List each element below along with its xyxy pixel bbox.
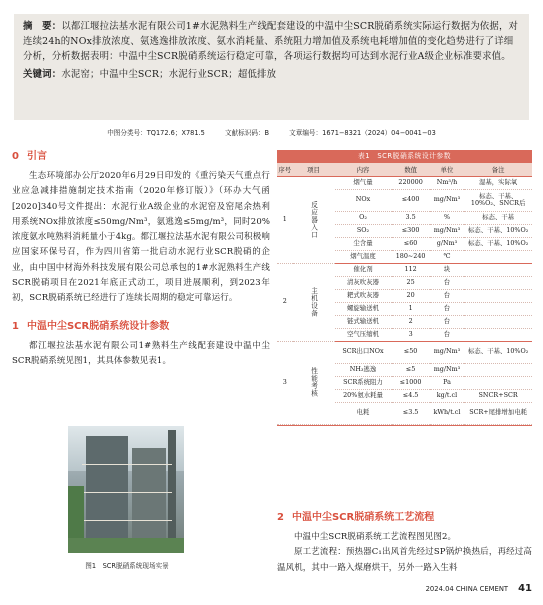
keywords-line <box>23 67 520 82</box>
cell-unit: 台 <box>430 289 464 302</box>
cell-unit: kg/t.cl <box>430 389 464 402</box>
group-serial-cell: 2 <box>277 263 293 341</box>
section-1-paragraph: 都江堰拉法基水泥有限公司1#熟料生产线配套建设中温中尘SCR脱硝系统见图1，其具体参数见表1。 <box>12 340 270 366</box>
cell-item: 催化剂 <box>335 263 392 276</box>
table-header-row <box>277 163 532 176</box>
cell-item: 烟气温度 <box>335 250 392 263</box>
left-column <box>12 150 270 369</box>
cell-note: 标态、干基、10%O₂ <box>464 237 532 250</box>
cell-item: 耙式吹灰器 <box>335 289 392 302</box>
cell-unit: 块 <box>430 263 464 276</box>
section-1-heading <box>12 320 270 334</box>
abstract-box <box>14 14 529 120</box>
cell-note: SCR+尾排增加电耗 <box>464 402 532 424</box>
page-number: 41 <box>518 583 532 594</box>
cell-unit: mg/Nm³ <box>430 363 464 376</box>
cell-note: 湿基，实际氧 <box>464 176 532 189</box>
table-row <box>277 341 532 363</box>
cell-item: 空气压缩机 <box>335 328 392 341</box>
cell-value: 25 <box>392 276 430 289</box>
cell-value: 220000 <box>392 176 430 189</box>
group-name-cell: 反应器入口 <box>293 176 335 263</box>
cell-value: ≤1000 <box>392 376 430 389</box>
section-2-title: 中温中尘SCR脱硝系统工艺流程 <box>291 512 435 523</box>
table-header-cell: 数值 <box>392 163 430 176</box>
table-header-cell: 项目 <box>293 163 335 176</box>
cell-unit: 台 <box>430 302 464 315</box>
cell-item: 电耗 <box>335 402 392 424</box>
cell-item: 尘含量 <box>335 237 392 250</box>
table-1-title: 表1 SCR脱硝系统设计参数 <box>277 150 532 163</box>
cell-note <box>464 376 532 389</box>
section-0-number: 0 <box>12 151 19 162</box>
cell-unit: kWh/t.cl <box>430 402 464 424</box>
table-header-cell: 备注 <box>464 163 532 176</box>
cell-item: 20%氨水耗量 <box>335 389 392 402</box>
section-0-title: 引言 <box>26 151 47 162</box>
cell-note <box>464 315 532 328</box>
table-body <box>277 176 532 424</box>
photo-railing <box>82 492 172 493</box>
cell-note <box>464 302 532 315</box>
section-2 <box>277 511 532 576</box>
cell-unit: mg/Nm³ <box>430 189 464 211</box>
photo-railing <box>82 520 172 521</box>
abstract-paragraph <box>23 19 520 65</box>
cell-value: 112 <box>392 263 430 276</box>
figure-1-caption: 图1 SCR脱硝系统现场实景 <box>85 562 169 570</box>
cell-value: ≤3.5 <box>392 402 430 424</box>
photo-foreground-trees <box>68 538 184 553</box>
group-serial-cell: 1 <box>277 176 293 263</box>
cell-note <box>464 289 532 302</box>
article-meta <box>0 127 543 137</box>
cell-unit: mg/Nm³ <box>430 341 464 363</box>
article-number: 文章编号：1671−8321（2024）04−0041−03 <box>289 129 436 137</box>
cell-value: 20 <box>392 289 430 302</box>
cell-item: 清灰吹灰器 <box>335 276 392 289</box>
section-2-paragraph-1: 中温中尘SCR脱硝系统工艺流程图见图2。 <box>294 532 457 542</box>
abstract-label: 摘 要： <box>23 21 62 32</box>
figure-1-photo <box>68 426 184 553</box>
group-serial-cell: 3 <box>277 341 293 424</box>
cell-item: NOx <box>335 189 392 211</box>
cell-item: SCR系统阻力 <box>335 376 392 389</box>
cell-value: ≤400 <box>392 189 430 211</box>
cell-item: 螺旋输送机 <box>335 302 392 315</box>
table-1 <box>277 163 532 425</box>
cell-note <box>464 328 532 341</box>
cell-unit: Nm³/h <box>430 176 464 189</box>
cell-unit: 台 <box>430 315 464 328</box>
cell-item: SO₂ <box>335 224 392 237</box>
section-2-number: 2 <box>277 512 284 523</box>
table-row <box>277 176 532 189</box>
cell-note: 标态、干基、10%O₂、SNCR后 <box>464 189 532 211</box>
table-header-cell: 单位 <box>430 163 464 176</box>
cell-value: ≤5 <box>392 363 430 376</box>
section-2-paragraph-2: 原工艺流程：预热器C₁出风首先经过SP锅炉换热后，再经过高温风机，其中一路入煤磨烘干，另外一路入生料 <box>277 547 532 573</box>
section-1-number: 1 <box>12 320 19 332</box>
cell-note: 标态、干基、10%O₂ <box>464 224 532 237</box>
cell-item: O₂ <box>335 211 392 224</box>
cell-item: 烟气量 <box>335 176 392 189</box>
section-0-paragraph: 生态环境部办公厅2020年6月29日印发的《重污染天气重点行业应急减排措施制定技术指南（2020年修订版）》（环办大气函[2020]340号文件提出：水泥行业A级企业的水泥窑及窑尾余热利用系统NOx排放浓度≤50mg/Nm³，氨逃逸≤5mg/m³，同时20%浓度氨水吨熟料消耗量小于4kg。都江堰拉法基水泥有限公司积极响应国家环保号召，作为四川省第一批启动水泥行业SCR脱硝的企业，由中国中材海外科技发展有限公司总承包的1#水泥熟料生产线SCR脱硝项目在2021年底正式动工，项目进展顺利，到2023年初，SCR脱硝系统已经进行了连续长周期的稳定可靠运行。 <box>12 171 270 304</box>
cell-value: 1 <box>392 302 430 315</box>
cell-unit: ℃ <box>430 250 464 263</box>
cell-value: 3 <box>392 328 430 341</box>
table-header-cell: 内容 <box>335 163 392 176</box>
cell-unit: Pa <box>430 376 464 389</box>
table-bottom-rule <box>277 425 532 426</box>
cell-note <box>464 276 532 289</box>
cell-note: SNCR+SCR <box>464 389 532 402</box>
section-0-heading <box>12 150 270 164</box>
cell-item: 链式输送机 <box>335 315 392 328</box>
cell-value: 3.5 <box>392 211 430 224</box>
journal-issue: 2024.04 CHINA CEMENT <box>425 585 509 593</box>
cell-value: 2 <box>392 315 430 328</box>
cell-value: ≤300 <box>392 224 430 237</box>
cell-note <box>464 250 532 263</box>
section-1-title: 中温中尘SCR脱硝系统设计参数 <box>26 320 170 332</box>
document-code: 文献标识码：B <box>224 129 270 137</box>
section-2-heading <box>277 511 532 525</box>
cell-note <box>464 363 532 376</box>
cell-note: 标态、干基 <box>464 211 532 224</box>
cell-unit: 台 <box>430 276 464 289</box>
photo-railing <box>82 464 172 465</box>
right-column <box>277 150 532 426</box>
cell-unit: g/Nm³ <box>430 237 464 250</box>
abstract-text: 以都江堰拉法基水泥有限公司1#水泥熟料生产线配套建设的中温中尘SCR脱硝系统实际运行数据为依据，对连续24h的NOx排放浓度、氨逃逸排放浓度、氨水消耗量、系统阻力增加值及系统电耗增加值的变化趋势进行了详细分析，分析数据表明：中温中尘SCR脱硝系统运行稳定可靠，各项运行数据均可达到水泥行业A级企业标准要求值。 <box>23 21 519 63</box>
cell-value: 180~240 <box>392 250 430 263</box>
page-footer <box>426 583 532 594</box>
keywords-label: 关键词： <box>23 68 62 80</box>
cell-unit: mg/Nm³ <box>430 224 464 237</box>
keywords-text: 水泥窑；中温中尘SCR；水泥行业SCR；超低排放 <box>61 68 277 80</box>
cell-value: ≤4.5 <box>392 389 430 402</box>
cell-value: ≤60 <box>392 237 430 250</box>
cell-unit: 台 <box>430 328 464 341</box>
group-name-cell: 性能考核 <box>293 341 335 424</box>
clc-number: 中图分类号：TQ172.6；X781.5 <box>107 129 205 137</box>
cell-value: ≤50 <box>392 341 430 363</box>
table-row <box>277 263 532 276</box>
table-header-cell: 序号 <box>277 163 293 176</box>
cell-unit: % <box>430 211 464 224</box>
cell-item: SCR出口NOx <box>335 341 392 363</box>
cell-item: NH₃逃逸 <box>335 363 392 376</box>
cell-note <box>464 263 532 276</box>
cell-note: 标态、干基、10%O₂ <box>464 341 532 363</box>
photo-reactor-tower <box>86 436 128 553</box>
group-name-cell: 主机设备 <box>293 263 335 341</box>
